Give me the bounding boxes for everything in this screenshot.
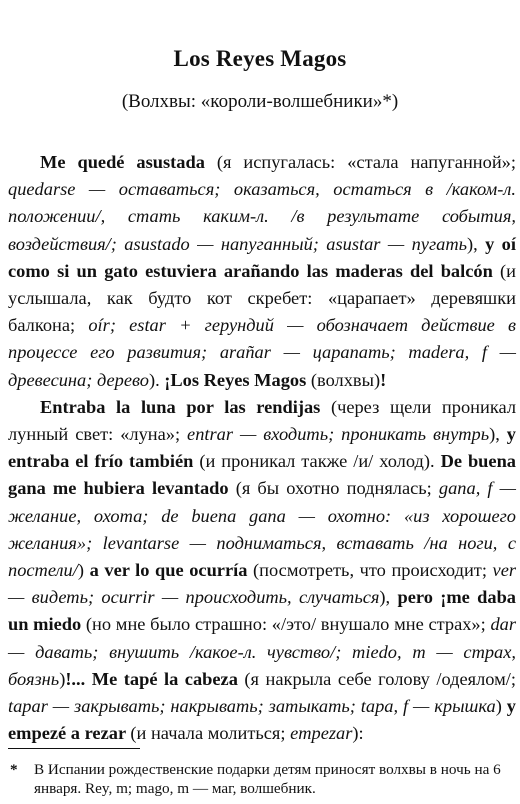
page-title: Los Reyes Magos: [173, 46, 347, 71]
russian-translation: (я испугалась: «стала напуганной»;: [216, 152, 516, 172]
russian-translation: ):: [352, 723, 364, 744]
russian-translation: (посмотреть, что происходит;: [253, 560, 493, 581]
page-subtitle: (Волхвы: «короли-волшебники»*): [121, 91, 399, 112]
spanish-text: ¡Los Reyes Magos: [164, 369, 311, 390]
spanish-text: Me quedé asustada: [40, 152, 217, 172]
russian-translation: (через щели проникал лунный свет: «луна»;: [8, 396, 516, 445]
vocabulary-gloss: empezar: [290, 723, 353, 744]
footnote-text: В Испании рождественские подарки детям приносят волхвы в ночь на 6 января. Rey, m; mago, m — маг, волшебник.: [34, 761, 501, 797]
vocabulary-gloss: gana, f — желание, охота; de buena gana — охотно: «из хорошего желания»; levantarse — подниматься, вставать /на ноги, с постели/: [8, 478, 516, 581]
vocabulary-gloss: oír; estar + герундий — обозначает действие в процессе его развития; arañar — царапать; madera, f — древесина; дерево: [8, 315, 516, 390]
vocabulary-gloss: quedarse — оставаться; оказаться, остаться в /каком-л. положении/, стать каким-л. /в результате события, воздействия/; asustado — напуганный; asustar — пугать: [8, 179, 516, 254]
russian-translation: ): [59, 668, 66, 689]
russian-translation: ),: [466, 233, 486, 254]
spanish-text: pero ¡me daba un miedo: [8, 587, 516, 635]
russian-translation: ).: [148, 369, 165, 390]
spanish-text: y empezé a rezar: [8, 696, 516, 744]
vocabulary-gloss: ver — видеть; ocurrir — происходить, случаться: [8, 560, 517, 608]
russian-translation: (и услышала, как будто кот скребет: «царапает» деревяшки балкона;: [8, 260, 516, 336]
russian-translation: (и проникал также /и/ холод).: [199, 451, 441, 472]
russian-translation: ): [495, 696, 507, 717]
spanish-text: !... Me tapé la cabeza: [65, 668, 245, 689]
russian-translation: (я накрыла себе голову /одеялом/;: [244, 668, 516, 689]
paragraph-2: [8, 394, 516, 748]
spanish-text: y oí como si un gato estuviera arañando las maderas del balcón: [8, 233, 516, 281]
vocabulary-gloss: entrar — входить; проникать внутрь: [187, 424, 490, 445]
footnote: [8, 760, 516, 798]
vocabulary-gloss: tapar — закрывать; накрывать; затыкать; tapa, f — крышка: [8, 696, 496, 717]
russian-translation: (и начала молиться;: [130, 723, 291, 744]
footnote-mark: *: [10, 761, 18, 778]
russian-translation: ),: [489, 424, 507, 445]
russian-translation: (но мне было страшно: «/это/ внушало мне страх»;: [85, 614, 491, 635]
spanish-text: y entraba el frío también: [8, 424, 516, 472]
russian-translation: (волхвы): [310, 369, 381, 390]
spanish-text: !: [380, 369, 387, 390]
vocabulary-gloss: dar — давать; внушить /какое-л. чувство/; miedo, m — страх, боязнь: [8, 614, 517, 689]
spanish-text: a ver lo que ocurría: [89, 560, 254, 581]
russian-translation: ),: [379, 587, 398, 608]
paragraph-1: [8, 149, 516, 394]
russian-translation: (я бы охотно поднялась;: [235, 478, 439, 499]
spanish-text: Entraba la luna por las rendijas: [40, 396, 331, 417]
footnote-divider: [8, 748, 140, 749]
russian-translation: ): [77, 560, 90, 581]
spanish-text: De buena gana me hubiera levantado: [8, 451, 516, 499]
text-body: [8, 149, 516, 747]
